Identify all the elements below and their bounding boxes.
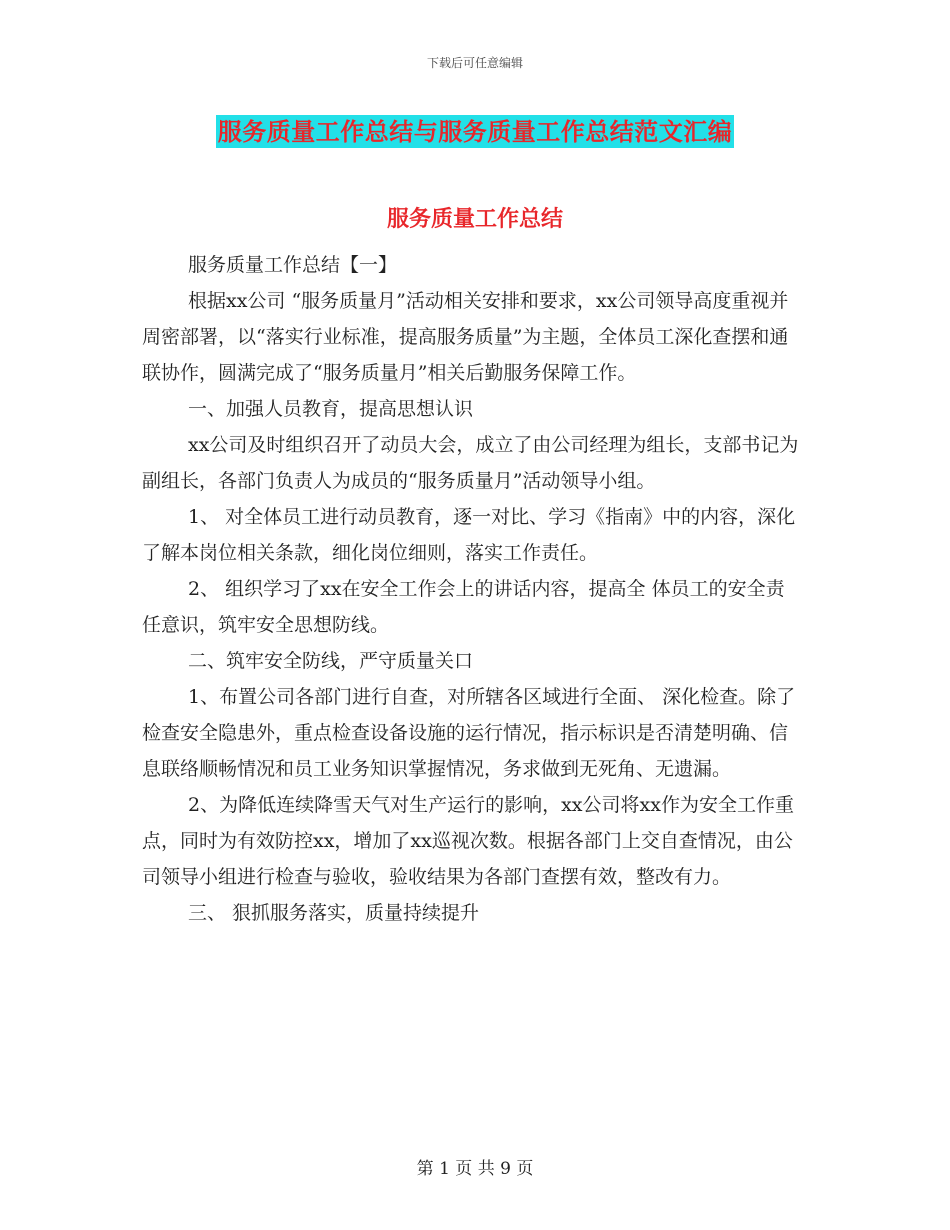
paragraph: 1、布置公司各部门进行自查，对所辖各区域进行全面、 深化检查。除了检查安全隐患外，重点检查设备设施的运行情况，指示标识是否清楚明确、信息联络顺畅情况和员工业务知识掌握情况，务求做到无死角、无遗漏。	[142, 686, 796, 780]
paragraph: 一、加强人员教育，提高思想认识	[188, 398, 474, 420]
page-footer: 第 1 页 共 9 页	[416, 1159, 534, 1179]
document-title	[0, 112, 950, 147]
paragraph: 服务质量工作总结【一】	[188, 254, 398, 276]
paragraph: 1、 对全体员工进行动员教育，逐一对比、学习《指南》中的内容，深化了解本岗位相关条款，细化岗位细则，落实工作责任。	[142, 506, 796, 564]
document-body	[142, 247, 802, 931]
paragraph: 2、 组织学习了xx在安全工作会上的讲话内容，提高全 体员工的安全责任意识，筑牢安全思想防线。	[142, 578, 785, 636]
paragraph: 2、为降低连续降雪天气对生产运行的影响，xx公司将xx作为安全工作重点，同时为有效防控xx，增加了xx巡视次数。根据各部门上交自查情况，由公司领导小组进行检查与验收，验收结果为各部门查摆有效，整改有力。	[142, 794, 794, 888]
document-title-text: 服务质量工作总结与服务质量工作总结范文汇编	[217, 117, 733, 146]
paragraph: xx公司及时组织召开了动员大会，成立了由公司经理为组长，支部书记为副组长，各部门负责人为成员的“服务质量月”活动领导小组。	[142, 434, 799, 492]
paragraph: 三、 狠抓服务落实，质量持续提升	[188, 902, 480, 924]
paragraph: 根据xx公司 “服务质量月”活动相关安排和要求，xx公司领导高度重视并周密部署，以“落实行业标准，提高服务质量”为主题，全体员工深化查摆和通联协作，圆满完成了“服务质量月”相关后勤服务保障工作。	[142, 290, 789, 384]
header-note: 下载后可任意编辑	[426, 56, 523, 70]
section-title: 服务质量工作总结	[386, 206, 563, 232]
paragraph: 二、筑牢安全防线，严守质量关口	[188, 650, 474, 672]
